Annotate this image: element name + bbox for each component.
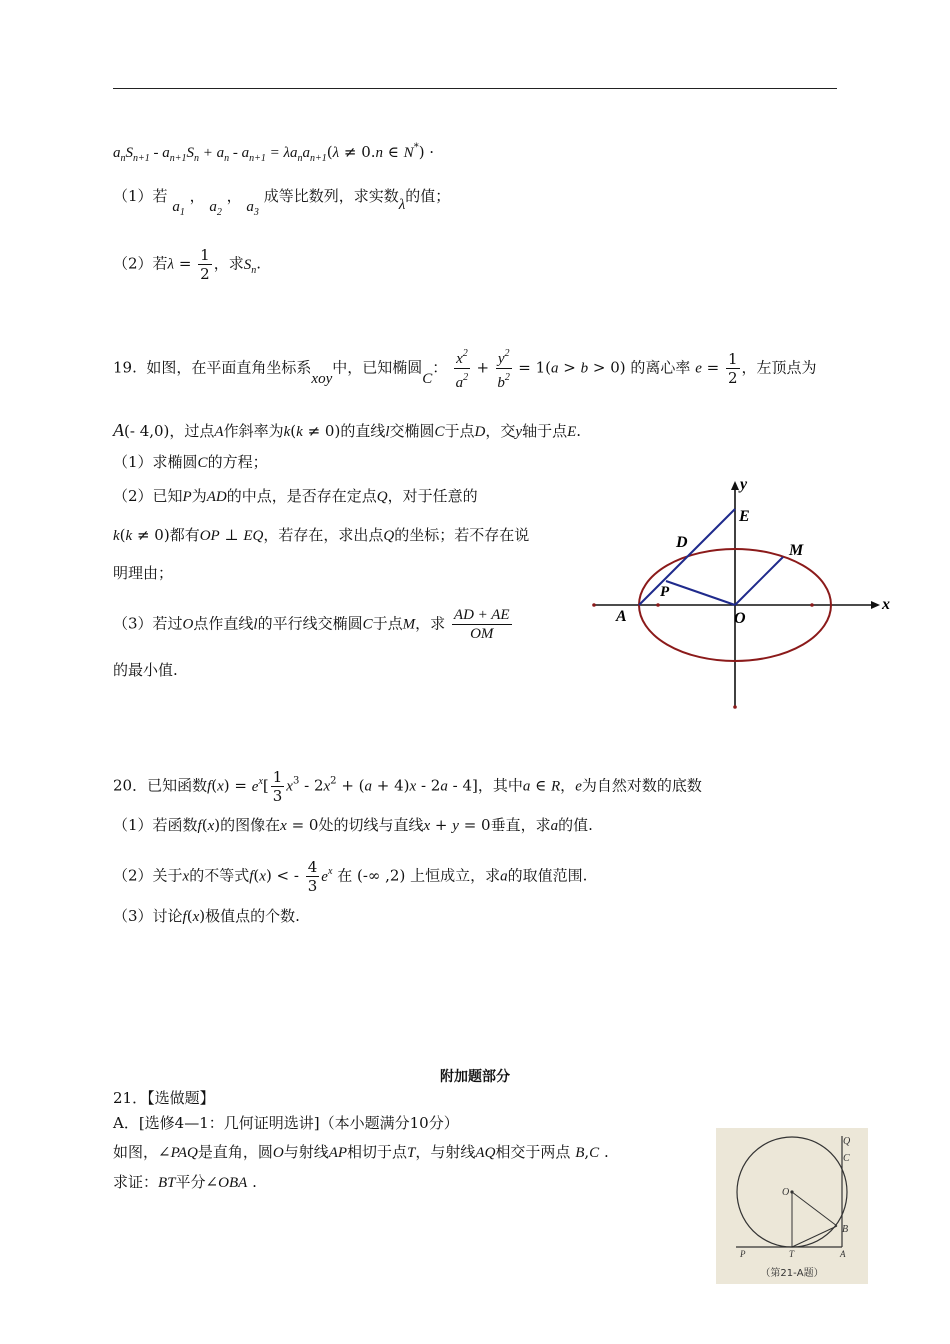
label-a: A: [616, 608, 627, 625]
y-axis-arrow-icon: [731, 481, 739, 490]
q19-intro: 19. 如图，在平面直角坐标系xoy中，已知椭圆C： $\frac{x^2}{a^2}$ + $\frac{y^2}{b^2}$ = 1(a > b > 0) 的离心率 e = $\frac{1}{2}$ ，左顶点为: [113, 345, 817, 392]
label-x: x: [882, 596, 890, 613]
header-rule: [113, 88, 837, 89]
q19-part3: （3）若过O点作直线l的平行线交椭圆C于点M，求 $\frac{AD + AE}{OM}$: [113, 607, 510, 642]
q20-part3: （3）讨论f(x)极值点的个数.: [113, 907, 300, 925]
q19-part2-line2: k(k ≠ 0)都有OP ⊥ EQ，若存在，求出点Q的坐标；若不存在说: [113, 526, 530, 544]
segment-op: [666, 581, 735, 605]
q18-part2: （2）若λ = $\frac{1}{2}$ ，求$S_n$.: [113, 246, 261, 283]
q20-part1: （1）若函数f(x)的图像在x = 0处的切线与直线x + y = 0垂直，求a的值.: [113, 816, 593, 834]
label-q: Q: [843, 1136, 851, 1147]
line-ae: [639, 509, 735, 605]
label-d: D: [676, 534, 688, 551]
point-dot: [656, 603, 660, 607]
q19-line2: A(- 4,0)，过点A作斜率为k(k ≠ 0)的直线l交椭圆C于点D，交y轴于点E.: [113, 420, 582, 440]
q21-a-title: A．[选修4—1：几何证明选讲]（本小题满分10分）: [113, 1114, 459, 1132]
segment-om: [735, 557, 783, 605]
q20-part2: （2）关于x的不等式f(x) < - $\frac{4}{3}$ $e^x$ 在 (-∞ ,2) 上恒成立，求a的取值范围.: [113, 858, 588, 895]
q19-part1: （1）求椭圆C的方程；: [113, 453, 268, 471]
label-a: A: [840, 1249, 846, 1259]
q21-title: 21．【选做题】: [113, 1089, 215, 1107]
point-dot: [733, 705, 737, 709]
ellipse-figure: [590, 475, 895, 710]
label-e: E: [739, 508, 750, 525]
label-m: M: [789, 542, 804, 559]
x-axis-arrow-icon: [871, 601, 880, 609]
label-b: B: [842, 1224, 849, 1235]
label-o: O: [734, 610, 746, 627]
label-t: T: [789, 1249, 795, 1259]
center-dot: [790, 1190, 793, 1193]
segment-ob: [792, 1192, 837, 1226]
q21-line2: 求证：BT平分∠OBA .: [113, 1173, 257, 1191]
point-dot: [592, 603, 596, 607]
q19-part3-line2: 的最小值.: [113, 661, 178, 679]
q19-part2: （2）已知P为AD的中点，是否存在定点Q，对于任意的: [113, 487, 478, 505]
q21-line1: 如图，∠PAQ是直角，圆O与射线AP相切于点T，与射线AQ相交于两点 B,C .: [113, 1143, 609, 1161]
point-dot: [810, 603, 814, 607]
q20-intro: 20．已知函数$f(x) = e^x$[ $\frac{1}{3}$ $x^3 - 2x^2 + (a + 4)x - 2a - 4$]，其中a ∈ R，e为自然对数的底数: [113, 768, 702, 805]
label-c: C: [843, 1153, 850, 1164]
segment-bt: [792, 1226, 837, 1247]
label-p: P: [740, 1249, 746, 1259]
label-p: P: [660, 584, 670, 600]
q18-recurrence: $a_nS_{n+1} - a_{n+1}S_n + a_n - a_{n+1} = \lambda a_na_{n+1}(\lambda \ne 0.n$ ∈ N*) ·: [113, 142, 435, 164]
figure-caption: （第21-A题）: [760, 1268, 824, 1279]
q18-part1: （1）若 $a_1$ ， $a_2$ ， $a_3$ 成等比数列，求实数λ的值；: [113, 187, 451, 218]
q19-part2-line3: 明理由；: [113, 564, 174, 582]
label-o: O: [782, 1187, 790, 1198]
label-y: y: [740, 476, 748, 493]
section-heading: 附加题部分: [440, 1069, 510, 1085]
circle-figure: [716, 1128, 868, 1284]
